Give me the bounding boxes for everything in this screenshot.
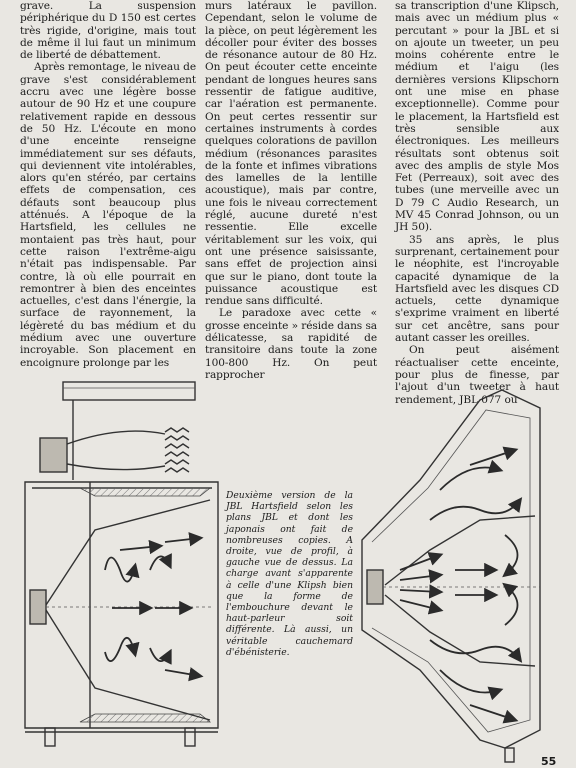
- paragraph: sa transcription d'une Klipsch, mais avec un médium plus « percutant » pour la JBL et si on ajoute un tweeter, un peu moins cohérente entre le médium et l'aigu (les dernières versions Klipschorn ont une mise en phase exceptionnelle). Comme pour le placement, la Hartsfield est très sensible aux électroniques. Les meilleurs résultats sont obtenus soit avec des amplis de style Mos Fet (Perreaux), soit avec des tubes (une merveille avec un D 79 C Audio Research, un MV 45 Conrad Johnson, ou un JH 50).: [395, 0, 559, 234]
- acoustic-lens-icon: [165, 428, 189, 472]
- paragraph: Après remontage, le niveau de grave s'est considérablement accru avec une légère bosse autour de 90 Hz et une coupure relativement rapide en dessous de 50 Hz. L'écoute en mono d'une enceinte renseigne immédiatement sur ses défauts, qui deviennent vite intolérables, alors qu'en stéréo, par certains effets de compensation, ces défauts sont beaucoup plus atténués. A l'époque de la Hartsfield, les cellules ne montaient pas très haut, pour cette raison l'extrême-aigu n'était pas indispensable. Par contre, là où elle pourrait en remontrer à bien des enceintes actuelles, c'est dans l'énergie, la surface de rayonnement, la légèreté du bas médium et du médium avec une ouverture incroyable. Son placement en encoignure prolonge par les: [20, 61, 196, 369]
- paragraph: Le paradoxe avec cette « grosse enceinte » réside dans sa délicatesse, sa rapidité de transitoire dans toute la zone 100-800 Hz. On peut rapprocher: [205, 307, 377, 381]
- profile-view-drawing: [362, 390, 540, 762]
- page-number: 55: [541, 755, 557, 768]
- driver-icon: [367, 570, 383, 604]
- text-column-1: [20, 0, 196, 369]
- compression-driver-icon: [40, 438, 67, 472]
- paragraph: On peut aisément réactualiser cette enceinte, pour plus de finesse, par l'ajout d'un tweeter à haut rendement, JBL 077 ou: [395, 344, 559, 406]
- paragraph: murs latéraux le pavillon. Cependant, selon le volume de la pièce, on peut légèrement les décoller pour éviter des bosses de résonance autour de 80 Hz. On peut écouter cette enceinte pendant de longues heures sans ressentir de fatigue auditive, car l'aération est permanente. On peut certes ressentir sur certaines instruments à cordes quelques colorations de pavillon médium (résonances parasites de la fonte et infimes vibrations des lamelles de la lentille acoustique), mais par contre, une fois le niveau correctement réglé, aucune dureté n'est ressentie. Elle excelle véritablement sur les voix, qui ont une présence saisissante, sans effet de projection ainsi que sur le piano, dont toute la puissance acoustique est rendue sans difficulté.: [205, 0, 377, 308]
- paragraph: 35 ans après, le plus surprenant, certainement pour le néophite, est l'incroyable capacité dynamique de la Hartsfield avec les disques CD actuels, cette dynamique s'exprime vraiment en liberté sur cet ancêtre, sans pour autant casser les oreilles.: [395, 233, 559, 345]
- top-view-drawing: [25, 382, 218, 746]
- woofer-icon: [30, 590, 46, 624]
- paragraph: grave. La suspension périphérique du D 150 est certes très rigide, d'origine, mais tout de même il lui faut un minimum de liberté de débattement.: [20, 0, 196, 62]
- text-column-2: [205, 0, 377, 381]
- text-column-3: [395, 0, 559, 406]
- figure-caption: Deuxième version de la JBL Hartsfield selon les plans JBL et dont les japonais ont fait de nombreuses copies. A droite, vue de profil, à gauche vue de dessus. La charge avant s'apparente à celle d'une Klipsh bien que la forme de l'embouchure devant le haut-parleur soit différente. Là aussi, un véritable cauchemard d'ébénisterie.: [226, 490, 353, 658]
